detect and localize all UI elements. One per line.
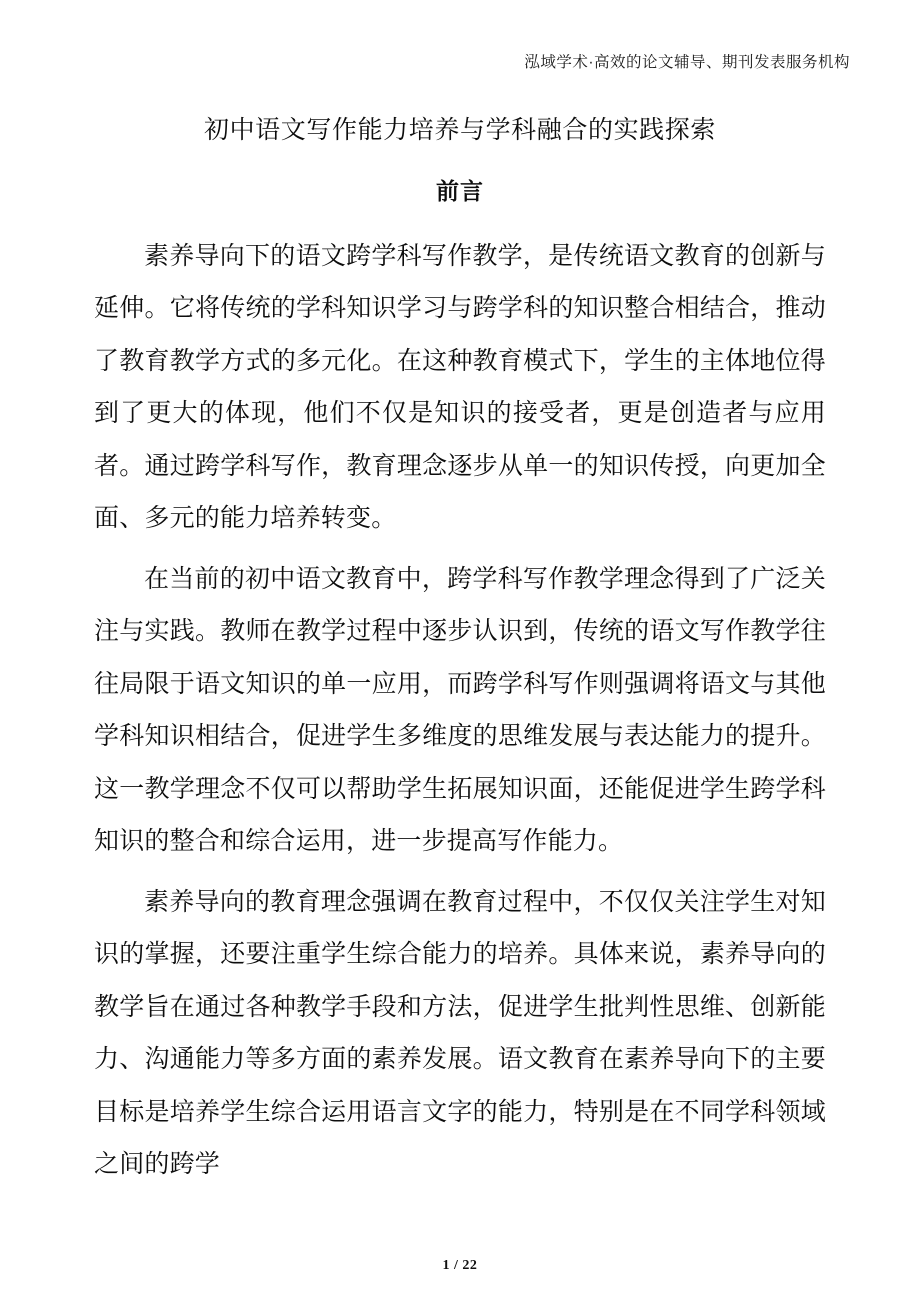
- document-title: 初中语文写作能力培养与学科融合的实践探索: [203, 116, 716, 144]
- paragraph: 在当前的初中语文教育中，跨学科写作教学理念得到了广泛关注与实践。教师在教学过程中逐步认识到，传统的语文写作教学往往局限于语文知识的单一应用，而跨学科写作则强调将语文与其他学科知识相结合，促进学生多维度的思维发展与表达能力的提升。这一教学理念不仅可以帮助学生拓展知识面，还能促进学生跨学科知识的整合和综合运用，进一步提高写作能力。: [94, 565, 826, 856]
- section-heading-preface: 前言: [436, 178, 484, 205]
- body-text: [94, 231, 826, 1192]
- page-content: [94, 112, 826, 1192]
- paragraph: 素养导向下的语文跨学科写作教学，是传统语文教育的创新与延伸。它将传统的学科知识学习与跨学科的知识整合相结合，推动了教育教学方式的多元化。在这种教育模式下，学生的主体地位得到了更大的体现，他们不仅是知识的接受者，更是创造者与应用者。通过跨学科写作，教育理念逐步从单一的知识传授，向更加全面、多元的能力培养转变。: [94, 242, 826, 533]
- running-header: 泓域学术·高效的论文辅导、期刊发表服务机构: [524, 54, 850, 71]
- page-number: 1 / 22: [442, 1258, 478, 1273]
- paragraph: 素养导向的教育理念强调在教育过程中，不仅仅关注学生对知识的掌握，还要注重学生综合能力的培养。具体来说，素养导向的教学旨在通过各种教学手段和方法，促进学生批判性思维、创新能力、沟通能力等多方面的素养发展。语文教育在素养导向下的主要目标是培养学生综合运用语言文字的能力，特别是在不同学科领域之间的跨学: [94, 888, 826, 1179]
